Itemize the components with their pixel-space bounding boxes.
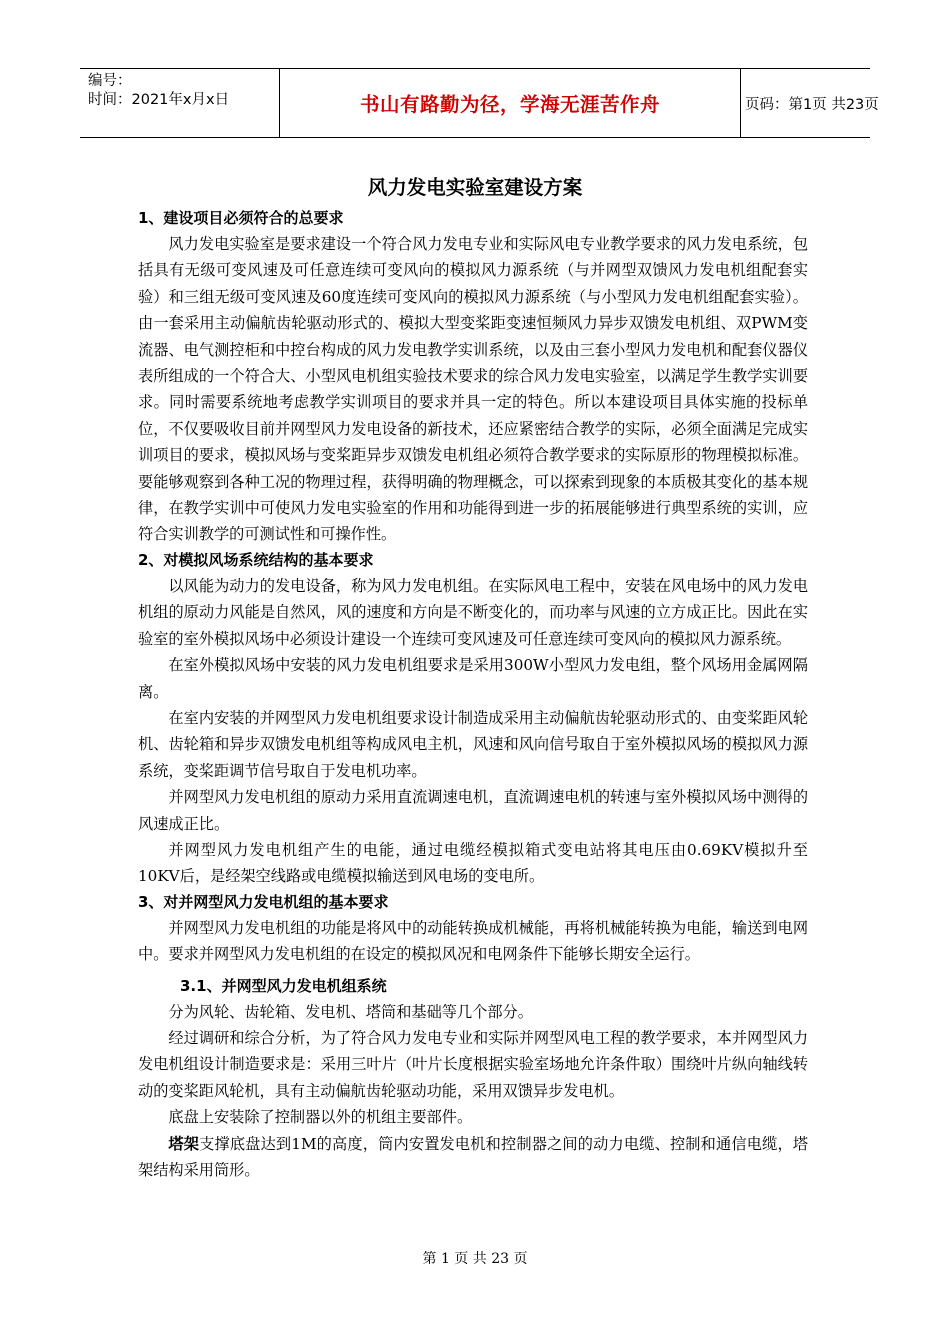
section-3-heading: 3、对并网型风力发电机组的基本要求 — [138, 892, 389, 911]
section-3-paragraph-4: 底盘上安装除了控制器以外的机组主要部件。 — [168, 1108, 473, 1127]
section-2-heading: 2、对模拟风场系统结构的基本要求 — [138, 550, 374, 569]
section-2-paragraph-3: 在室内安装的并网型风力发电机组要求设计制造成采用主动偏航齿轮驱动形式的、由变桨距风轮机、齿轮箱和异步双馈发电机组等构成风电主机，风速和风向信号取自于室外模拟风场的模拟风力源系统，变桨距调节信号取自于发电机功率。 — [138, 708, 808, 780]
document-date: 时间：2021年x月x日 — [88, 92, 230, 108]
section-1-paragraph: 风力发电实验室是要求建设一个符合风力发电专业和实际风电专业教学要求的风力发电系统，包括具有无级可变风速及可任意连续可变风向的模拟风力源系统（与并网型双馈风力发电机组配套实验）和三组无级可变风速及60度连续可变风向的模拟风力源系统（与小型风力发电机组配套实验）。由一套采用主动偏航齿轮驱动形式的、模拟大型变桨距变速恒频风力异步双馈发电机组、双PWM变流器、电气测控柜和中控台构成的风力发电教学实训系统，以及由三套小型风力发电机和配套仪器仪表所组成的一个符合大、小型风电机组实验技术要求的综合风力发电实验室，以满足学生教学实训要求。同时需要系统地考虑教学实训项目的要求并具一定的特色。所以本建设项目具体实施的投标单位，不仅要吸收目前并网型风力发电设备的新技术，还应紧密结合教学的实际，必须全面满足完成实训项目的要求，模拟风场与变桨距异步双馈发电机组必须符合教学要求的实际原形的物理模拟标准。要能够观察到各种工况的物理过程，获得明确的物理概念，可以探索到现象的本质极其变化的基本规律，在教学实训中可使风力发电实验室的作用和功能得到进一步的拓展能够进行典型系统的实训，应符合实训教学的可测试性和可操作性。 — [138, 235, 808, 544]
document-number: 编号： — [88, 73, 132, 89]
section-1-heading: 1、建设项目必须符合的总要求 — [138, 209, 344, 227]
page-header — [80, 68, 879, 138]
section-3-paragraph-5 — [138, 1131, 808, 1184]
section-2-paragraph-5: 并网型风力发电机组产生的电能，通过电缆经模拟箱式变电站将其电压由0.69KV模拟升至10KV后，是经架空线路或电缆模拟输送到风电场的变电所。 — [138, 840, 808, 886]
section-2-paragraph-2: 在室外模拟风场中安装的风力发电机组要求是采用300W小型风力发电组，整个风场用金属网隔离。 — [138, 656, 808, 701]
header-motto: 书山有路勤为径，学海无涯苦作舟 — [359, 93, 660, 116]
document-body — [138, 206, 808, 1183]
section-3-paragraph-2: 分为风轮、齿轮箱、发电机、塔筒和基础等几个部分。 — [168, 1002, 533, 1021]
section-2-paragraph-1: 以风能为动力的发电设备，称为风力发电机组。在实际风电工程中，安装在风电场中的风力发电机组的原动力风能是自然风，风的速度和方向是不断变化的，而功率与风速的立方成正比。因此在实验室的室外模拟风场中必须设计建设一个连续可变风速及可任意连续可变风向的模拟风力源系统。 — [138, 576, 808, 648]
subsection-3-1-heading: 3.1、并网型风力发电机组系统 — [180, 976, 387, 995]
header-motto-cell — [279, 69, 741, 137]
document-title: 风力发电实验室建设方案 — [367, 176, 583, 199]
tower-term: 塔架 — [168, 1134, 200, 1153]
section-3-paragraph-1: 并网型风力发电机组的功能是将风中的动能转换成机械能，再将机械能转换为电能，输送到电网中。要求并网型风力发电机组的在设定的模拟风况和电网条件下能够长期安全运行。 — [138, 918, 808, 964]
header-page-number: 页码：第1页 共23页 — [745, 96, 879, 113]
page-footer: 第 1 页 共 23 页 — [422, 1251, 528, 1267]
section-3-paragraph-3: 经过调研和综合分析，为了符合风力发电专业和实际并网型风电工程的教学要求，本并网型风力发电机组设计制造要求是：采用三叶片（叶片长度根据实验室场地允许条件取）围绕叶片纵向轴线转动的变桨距风轮机，具有主动偏航齿轮驱动功能，采用双馈异步发电机。 — [138, 1028, 808, 1100]
tower-description: 支撑底盘达到1M的高度，筒内安置发电机和控制器之间的动力电缆、控制和通信电缆，塔架结构采用筒形。 — [138, 1134, 809, 1179]
section-2-paragraph-4: 并网型风力发电机组的原动力采用直流调速电机，直流调速电机的转速与室外模拟风场中测得的风速成正比。 — [138, 788, 808, 833]
header-meta — [80, 69, 278, 140]
